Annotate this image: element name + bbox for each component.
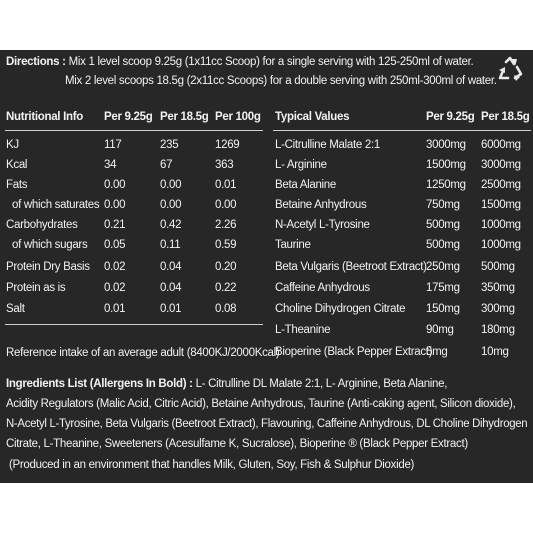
nutrient-value: 0.04	[160, 261, 182, 273]
nutrient-value: 0.02	[104, 261, 126, 273]
ingredient-name: N-Acetyl L-Tyrosine	[275, 219, 370, 231]
nutrient-value: 0.20	[215, 261, 237, 273]
nutrient-value: 0.02	[104, 282, 126, 294]
nutrient-name: Kcal	[6, 159, 28, 171]
nutrient-value: 117	[104, 139, 122, 151]
ingredient-name: Bioperine (Black Pepper Extract)	[275, 346, 433, 358]
ingredient-name: Beta Vulgaris (Beetroot Extract)	[275, 261, 427, 273]
typical-header-name: Typical Values	[275, 111, 350, 123]
ingredients-text-1: L- Citrulline DL Malate 2:1, L- Arginine, Beta Alanine,	[195, 378, 448, 390]
ingredient-amount: 90mg	[426, 324, 454, 336]
nutrition-header-name: Nutritional Info	[6, 111, 83, 123]
nutrient-value: 0.00	[160, 199, 182, 211]
nutrition-header-per-18-5g: Per 18.5g	[160, 111, 209, 123]
typical-row	[0, 239, 533, 259]
nutrient-value: 0.05	[104, 239, 126, 251]
typical-header-per-18-5g: Per 18.5g	[481, 111, 530, 123]
allergen-environment-note: (Produced in an environment that handles Milk, Gluten, Soy, Fish & Sulphur Dioxide)	[9, 459, 415, 471]
nutrient-value: 2.26	[215, 219, 237, 231]
nutrition-label-panel	[0, 50, 533, 483]
nutrient-value: 0.01	[215, 179, 237, 191]
ingredient-amount: 500mg	[426, 219, 460, 231]
typical-row	[0, 179, 533, 199]
typical-row	[0, 303, 533, 323]
nutrient-value: 0.01	[160, 303, 182, 315]
ingredient-amount: 1250mg	[426, 179, 466, 191]
ingredient-amount: 150mg	[426, 303, 460, 315]
ingredient-amount: 5mg	[426, 346, 448, 358]
ingredient-name: L-Citrulline Malate 2:1	[275, 139, 380, 151]
ingredient-amount: 350mg	[481, 282, 515, 294]
ingredient-name: L- Arginine	[275, 159, 327, 171]
typical-row	[0, 159, 533, 179]
nutrient-name: Salt	[6, 303, 25, 315]
typical-header-row	[0, 111, 533, 131]
nutrient-name: Fats	[6, 179, 28, 191]
ingredient-amount: 180mg	[481, 324, 515, 336]
ingredient-amount: 2500mg	[481, 179, 521, 191]
nutrient-value: 1269	[215, 139, 240, 151]
directions-double-serving: Mix 2 level scoops 18.5g (2x11cc Scoops) for a double serving with 250ml-300ml of water.	[65, 75, 497, 87]
directions-single-serving: Mix 1 level scoop 9.25g (1x11cc Scoop) for a single serving with 125-250ml of water.	[68, 56, 474, 68]
nutrient-value: 0.00	[215, 199, 237, 211]
ingredient-name: L-Theanine	[275, 324, 331, 336]
ingredient-name: Taurine	[275, 239, 311, 251]
ingredient-amount: 10mg	[481, 346, 509, 358]
nutrient-name: of which saturates	[12, 199, 100, 211]
typical-row	[0, 261, 533, 281]
typical-row	[0, 199, 533, 219]
nutrient-name: KJ	[6, 139, 19, 151]
ingredient-amount: 175mg	[426, 282, 460, 294]
ingredient-amount: 3000mg	[481, 159, 521, 171]
ingredients-line-1	[6, 378, 447, 390]
reference-intake-note: Reference intake of an average adult (8400KJ/2000Kcal)	[6, 347, 280, 359]
nutrient-value: 0.59	[215, 239, 237, 251]
ingredient-amount: 3000mg	[426, 139, 466, 151]
nutrient-value: 0.00	[104, 179, 126, 191]
ingredient-amount: 300mg	[481, 303, 515, 315]
nutrient-name: of which sugars	[12, 239, 88, 251]
ingredient-amount: 1000mg	[481, 239, 521, 251]
typical-row	[0, 139, 533, 159]
directions-line-1	[6, 56, 473, 68]
nutrient-name: Protein as is	[6, 282, 66, 294]
typical-row	[0, 346, 533, 366]
ingredient-name: Choline Dihydrogen Citrate	[275, 303, 406, 315]
nutrient-value: 0.00	[160, 179, 182, 191]
typical-header-divider	[273, 130, 531, 131]
nutrient-value: 0.04	[160, 282, 182, 294]
ingredient-name: Betaine Anhydrous	[275, 199, 367, 211]
nutrient-name: Carbohydrates	[6, 219, 78, 231]
ingredient-amount: 6000mg	[481, 139, 521, 151]
ingredient-amount: 1500mg	[481, 199, 521, 211]
ingredient-amount: 500mg	[426, 239, 460, 251]
nutrient-name: Protein Dry Basis	[6, 261, 90, 273]
ingredients-line-3: N-Acetyl L-Tyrosine, Beta Vulgaris (Beetroot Extract), Flavouring, Caffeine Anhydrous, DL Choline Dihydrogen	[6, 418, 528, 430]
ingredient-amount: 1000mg	[481, 219, 521, 231]
recycle-icon	[497, 56, 523, 82]
ingredients-line-4: Citrate, L-Theanine, Sweeteners (Acesulfame K, Sucralose), Bioperine ® (Black Pepper Extract)	[6, 438, 468, 450]
ingredients-line-2: Acidity Regulators (Malic Acid, Citric Acid), Betaine Anhydrous, Taurine (Anti-caking agent, Silicon dioxide),	[6, 398, 516, 410]
ingredient-amount: 500mg	[481, 261, 515, 273]
typical-row	[0, 219, 533, 239]
nutrient-value: 0.01	[104, 303, 126, 315]
nutrient-value: 0.11	[160, 239, 181, 251]
directions-label: Directions :	[6, 56, 66, 68]
typical-header-per-9-25g: Per 9.25g	[426, 111, 475, 123]
nutrient-value: 0.22	[215, 282, 237, 294]
ingredient-amount: 250mg	[426, 261, 460, 273]
nutrient-value: 0.08	[215, 303, 237, 315]
typical-row	[0, 324, 533, 344]
nutrient-value: 235	[160, 139, 179, 151]
nutrient-value: 0.00	[104, 199, 126, 211]
nutrition-header-per-100g: Per 100g	[215, 111, 261, 123]
nutrition-header-per-9-25g: Per 9.25g	[104, 111, 153, 123]
nutrient-value: 34	[104, 159, 117, 171]
nutrient-value: 0.42	[160, 219, 182, 231]
ingredient-amount: 750mg	[426, 199, 460, 211]
nutrient-value: 67	[160, 159, 173, 171]
ingredients-label: Ingredients List (Allergens In Bold) :	[6, 378, 193, 390]
typical-row	[0, 282, 533, 302]
ingredient-name: Beta Alanine	[275, 179, 336, 191]
nutrient-value: 0.21	[104, 219, 126, 231]
ingredient-name: Caffeine Anhydrous	[275, 282, 370, 294]
ingredient-amount: 1500mg	[426, 159, 466, 171]
nutrient-value: 363	[215, 159, 234, 171]
